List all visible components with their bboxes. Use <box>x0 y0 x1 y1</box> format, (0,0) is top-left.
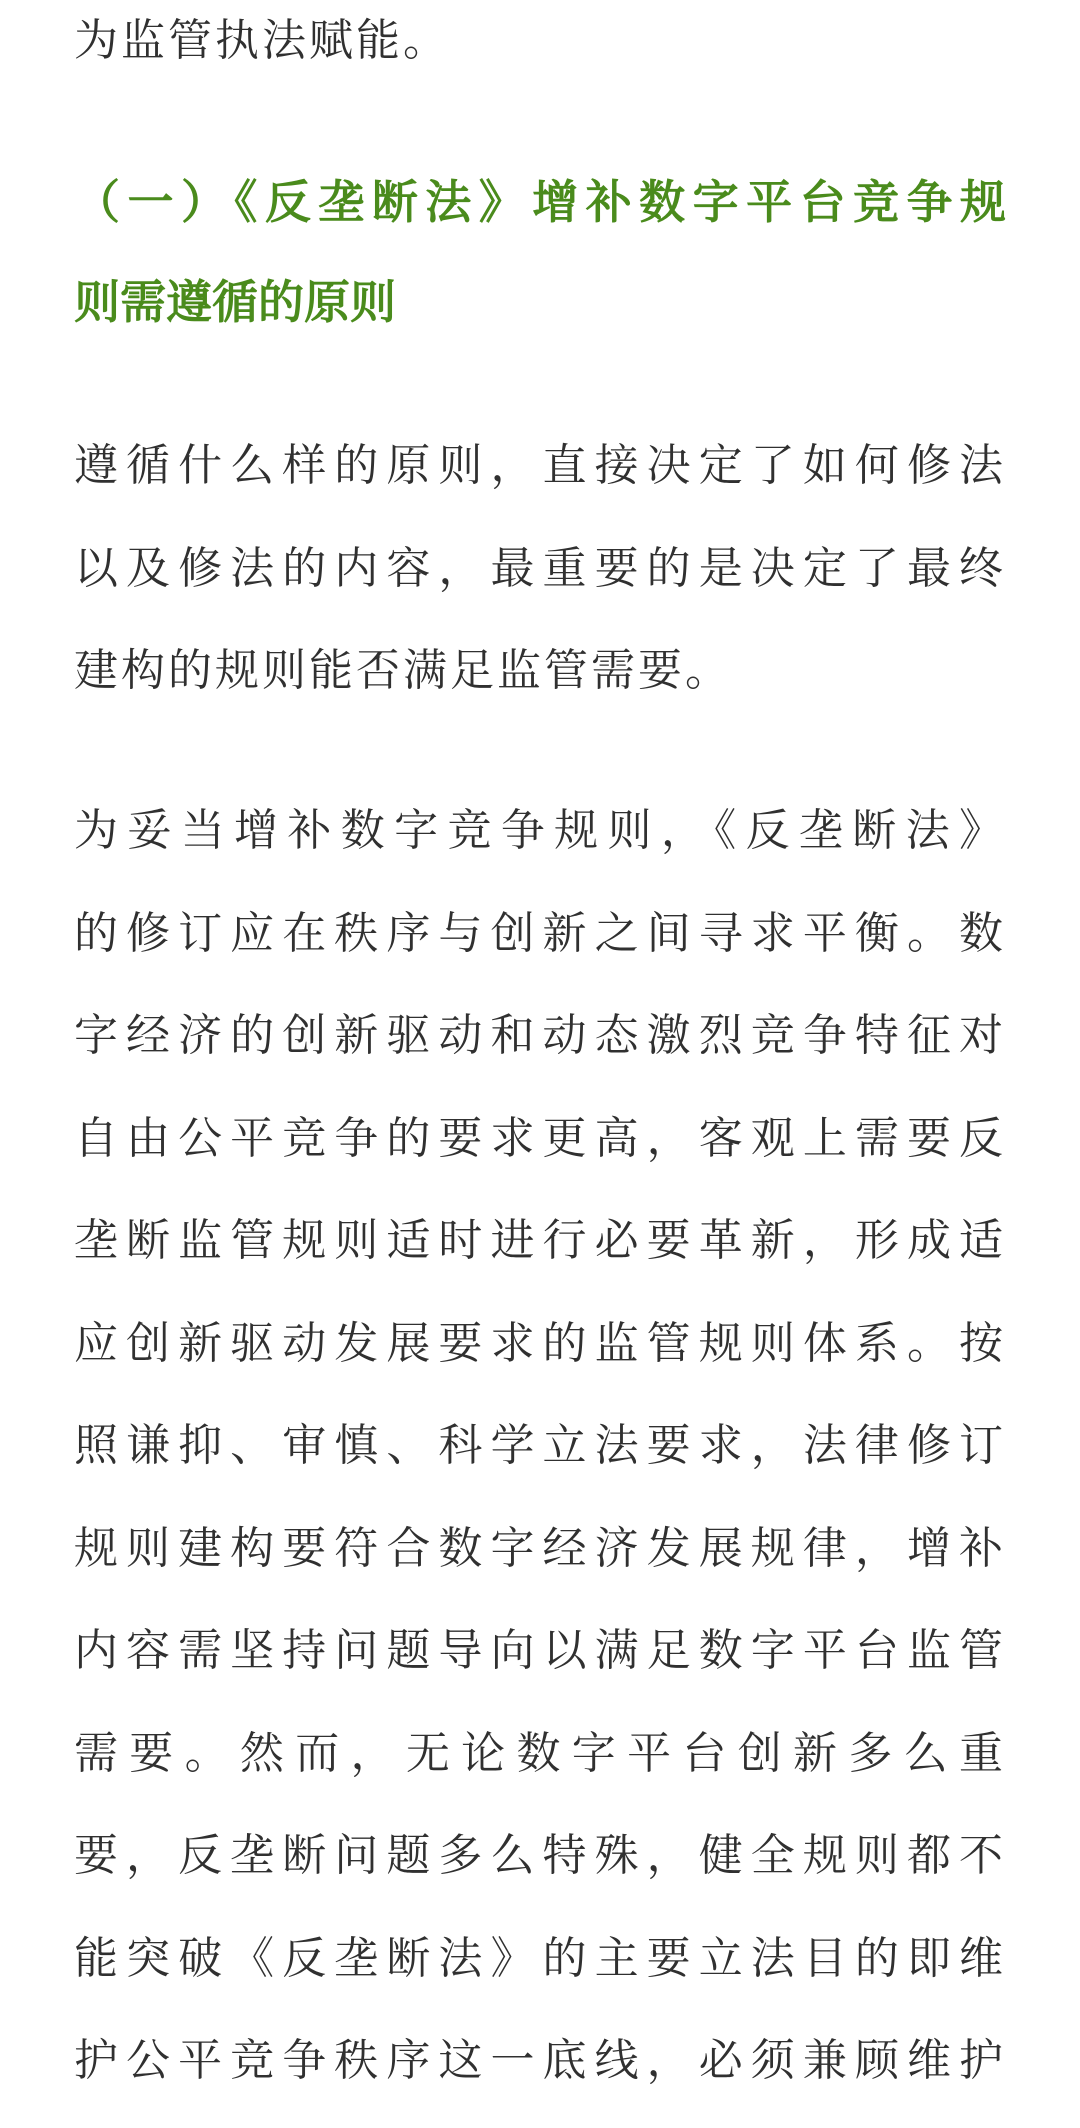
text-line: 以及修法的内容，最重要的是决定了最终 <box>74 542 1012 594</box>
text-line: 垄断监管规则适时进行必要革新，形成适 <box>74 1215 1012 1266</box>
text-line: 内容需坚持问题导向以满足数字平台监管 <box>74 1625 1012 1676</box>
text-line: 护公平竞争秩序这一底线，必须兼顾维护 <box>74 2035 1012 2086</box>
heading-line: （一）《反垄断法》增补数字平台竞争规 <box>74 175 1014 229</box>
heading-line: 则需遵循的原则 <box>74 275 396 329</box>
paragraph-balance <box>74 780 1015 2113</box>
text-line: 照谦抑、审慎、科学立法要求，法律修订 <box>74 1420 1012 1471</box>
text-line: 需要。然而，无论数字平台创新多么重 <box>74 1727 1015 1779</box>
text-line: 为监管执法赋能。 <box>74 15 450 66</box>
text-line: 建构的规则能否满足监管需要。 <box>74 645 732 696</box>
section-heading <box>74 152 1014 352</box>
text-line: 规则建构要符合数字经济发展规律，增补 <box>74 1522 1012 1574</box>
text-line: 应创新驱动发展要求的监管规则体系。按 <box>74 1317 1012 1369</box>
text-line: 为妥当增补数字竞争规则，《反垄断法》 <box>74 805 1013 856</box>
text-line: 要，反垄断问题多么特殊，健全规则都不 <box>74 1830 1012 1881</box>
text-line: 能突破《反垄断法》的主要立法目的即维 <box>74 1932 1012 1984</box>
text-line: 的修订应在秩序与创新之间寻求平衡。数 <box>74 907 1012 959</box>
text-line: 遵循什么样的原则，直接决定了如何修法 <box>74 440 1012 491</box>
text-line: 自由公平竞争的要求更高，客观上需要反 <box>74 1112 1012 1164</box>
paragraph-principles <box>74 415 1012 723</box>
text-line: 字经济的创新驱动和动态激烈竞争特征对 <box>74 1010 1012 1061</box>
intro-paragraph-tail <box>74 0 1006 93</box>
